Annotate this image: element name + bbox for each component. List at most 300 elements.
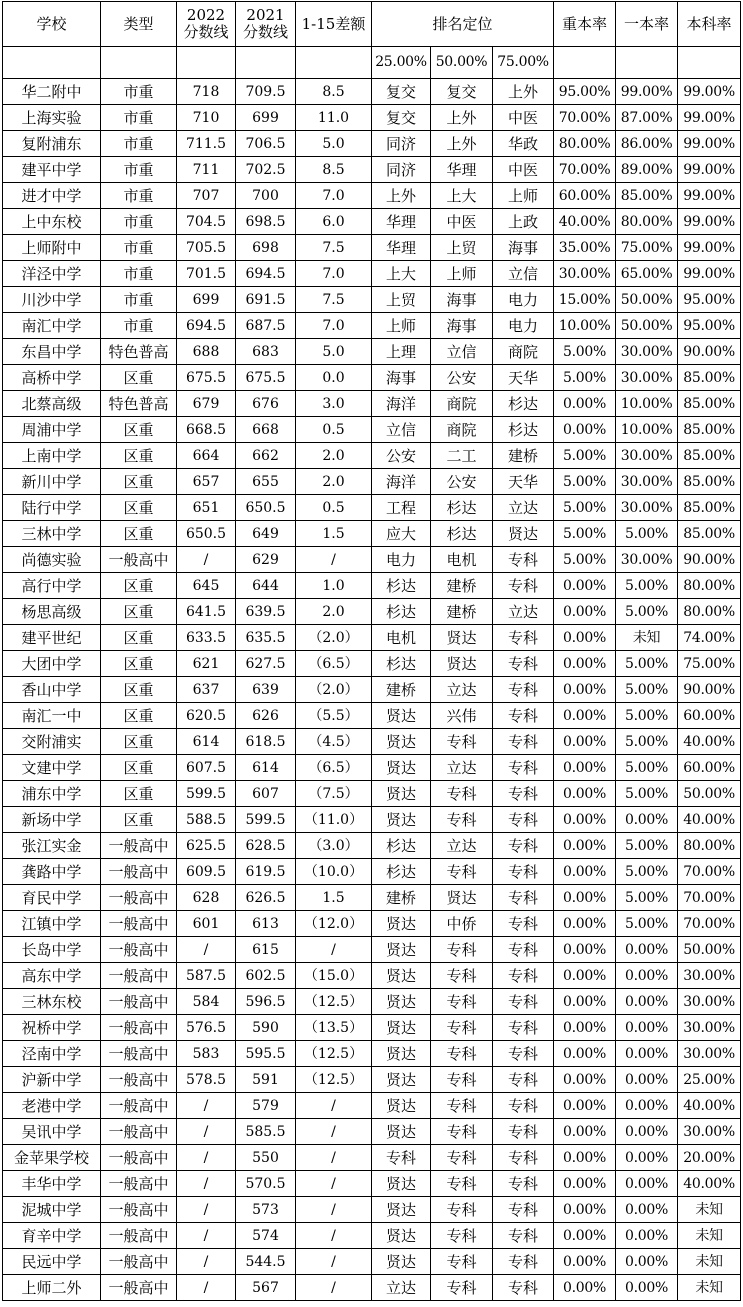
cell-type: 市重 (101, 261, 177, 287)
cell-rank-50: 上外 (431, 105, 493, 131)
cell-rank-50: 海事 (431, 313, 493, 339)
cell-rank-75: 杉达 (493, 391, 554, 417)
cell-rank-75: 专科 (493, 547, 554, 573)
cell-rate-key: 0.00% (554, 885, 616, 911)
cell-diff: 2.0 (296, 469, 372, 495)
header-score-2022: 2022 分数线 (177, 2, 236, 47)
cell-rate-key: 0.00% (554, 937, 616, 963)
cell-rank-25: 公安 (372, 443, 431, 469)
cell-rank-25: 贤达 (372, 703, 431, 729)
cell-rank-50: 商院 (431, 417, 493, 443)
cell-rate-first: 5.00% (616, 885, 678, 911)
cell-rate-key: 0.00% (554, 1119, 616, 1145)
cell-score-2022: 588.5 (177, 807, 236, 833)
cell-rank-75: 上政 (493, 209, 554, 235)
table-row (3, 183, 741, 209)
cell-type: 区重 (101, 417, 177, 443)
cell-rank-25: 华理 (372, 235, 431, 261)
cell-diff: （10.0） (296, 859, 372, 885)
cell-rate-first: 5.00% (616, 573, 678, 599)
cell-diff: / (296, 1119, 372, 1145)
cell-school: 建平中学 (3, 157, 101, 183)
cell-rate-bachelor: 99.00% (678, 105, 741, 131)
cell-diff: 7.0 (296, 261, 372, 287)
cell-score-2021: 706.5 (236, 131, 296, 157)
cell-score-2021: 628.5 (236, 833, 296, 859)
cell-score-2021: 614 (236, 755, 296, 781)
cell-diff: 3.0 (296, 391, 372, 417)
cell-type: 市重 (101, 183, 177, 209)
table-row (3, 131, 741, 157)
cell-rank-75: 中医 (493, 157, 554, 183)
cell-score-2021: 639 (236, 677, 296, 703)
cell-score-2021: 662 (236, 443, 296, 469)
cell-school: 上师二外 (3, 1275, 101, 1301)
cell-score-2022: 620.5 (177, 703, 236, 729)
cell-rate-first: 89.00% (616, 157, 678, 183)
cell-score-2022: 675.5 (177, 365, 236, 391)
cell-rank-25: 上贸 (372, 287, 431, 313)
cell-rate-key: 0.00% (554, 651, 616, 677)
cell-rank-50: 专科 (431, 859, 493, 885)
cell-rank-75: 专科 (493, 729, 554, 755)
cell-rank-25: 复交 (372, 79, 431, 105)
cell-school: 杨思高级 (3, 599, 101, 625)
cell-score-2022: 587.5 (177, 963, 236, 989)
cell-score-2021: 629 (236, 547, 296, 573)
cell-school: 泾南中学 (3, 1041, 101, 1067)
cell-score-2022: 633.5 (177, 625, 236, 651)
cell-rank-50: 杉达 (431, 495, 493, 521)
header-school: 学校 (3, 2, 101, 47)
cell-rate-first: 5.00% (616, 599, 678, 625)
cell-rate-first: 5.00% (616, 729, 678, 755)
cell-rate-bachelor: 30.00% (678, 963, 741, 989)
cell-rate-bachelor: 50.00% (678, 937, 741, 963)
cell-school: 三林中学 (3, 521, 101, 547)
cell-score-2022: 664 (177, 443, 236, 469)
cell-school: 香山中学 (3, 677, 101, 703)
cell-rank-25: 贤达 (372, 1067, 431, 1093)
cell-score-2022: 609.5 (177, 859, 236, 885)
cell-rate-first: 87.00% (616, 105, 678, 131)
cell-score-2022: 650.5 (177, 521, 236, 547)
cell-rate-first: 50.00% (616, 313, 678, 339)
cell-type: 区重 (101, 495, 177, 521)
cell-school: 上海实验 (3, 105, 101, 131)
subheader-p25: 25.00% (372, 47, 431, 79)
table-row (3, 963, 741, 989)
table-row (3, 1171, 741, 1197)
subheader-empty (177, 47, 236, 79)
header-score-2021: 2021 分数线 (236, 2, 296, 47)
cell-diff: / (296, 1249, 372, 1275)
cell-diff: （12.5） (296, 1041, 372, 1067)
cell-rate-bachelor: 40.00% (678, 729, 741, 755)
cell-type: 一般高中 (101, 1041, 177, 1067)
cell-rank-50: 华理 (431, 157, 493, 183)
cell-rank-75: 专科 (493, 1041, 554, 1067)
cell-score-2022: 583 (177, 1041, 236, 1067)
cell-rank-75: 专科 (493, 1015, 554, 1041)
cell-score-2022: 584 (177, 989, 236, 1015)
cell-score-2021: 585.5 (236, 1119, 296, 1145)
cell-school: 上中东校 (3, 209, 101, 235)
cell-school: 育民中学 (3, 885, 101, 911)
cell-score-2022: 651 (177, 495, 236, 521)
cell-rank-25: 杉达 (372, 833, 431, 859)
cell-rank-25: 贤达 (372, 781, 431, 807)
cell-rate-bachelor: 99.00% (678, 79, 741, 105)
cell-rank-25: 电机 (372, 625, 431, 651)
cell-score-2022: / (177, 1223, 236, 1249)
cell-type: 市重 (101, 313, 177, 339)
cell-type: 区重 (101, 469, 177, 495)
header-ranking: 排名定位 (372, 2, 554, 47)
cell-school: 长岛中学 (3, 937, 101, 963)
cell-rate-first: 5.00% (616, 911, 678, 937)
cell-score-2021: 635.5 (236, 625, 296, 651)
cell-rate-key: 95.00% (554, 79, 616, 105)
cell-diff: （5.5） (296, 703, 372, 729)
cell-rate-first: 0.00% (616, 989, 678, 1015)
cell-rank-75: 专科 (493, 859, 554, 885)
subheader-empty (296, 47, 372, 79)
header-type: 类型 (101, 2, 177, 47)
table-row (3, 1041, 741, 1067)
cell-rate-first: 0.00% (616, 1015, 678, 1041)
cell-rank-25: 华理 (372, 209, 431, 235)
cell-type: 一般高中 (101, 1119, 177, 1145)
cell-rank-50: 专科 (431, 937, 493, 963)
cell-rate-first: 30.00% (616, 469, 678, 495)
cell-score-2021: 676 (236, 391, 296, 417)
cell-score-2021: 700 (236, 183, 296, 209)
table-row (3, 79, 741, 105)
cell-rate-key: 0.00% (554, 1223, 616, 1249)
cell-rank-50: 上大 (431, 183, 493, 209)
table-row (3, 1249, 741, 1275)
cell-school: 进才中学 (3, 183, 101, 209)
cell-rank-50: 立达 (431, 755, 493, 781)
cell-score-2022: / (177, 1171, 236, 1197)
cell-rate-first: 0.00% (616, 1145, 678, 1171)
cell-school: 金苹果学校 (3, 1145, 101, 1171)
cell-rank-75: 海事 (493, 235, 554, 261)
cell-diff: 1.0 (296, 573, 372, 599)
cell-rank-25: 电力 (372, 547, 431, 573)
cell-rate-key: 0.00% (554, 1197, 616, 1223)
cell-rank-75: 立达 (493, 495, 554, 521)
cell-rate-bachelor: 85.00% (678, 365, 741, 391)
table-row (3, 573, 741, 599)
cell-rank-25: 贤达 (372, 937, 431, 963)
cell-rate-bachelor: 90.00% (678, 677, 741, 703)
cell-rank-75: 专科 (493, 833, 554, 859)
cell-diff: （11.0） (296, 807, 372, 833)
cell-rate-key: 35.00% (554, 235, 616, 261)
cell-rank-25: 应大 (372, 521, 431, 547)
cell-rate-bachelor: 85.00% (678, 391, 741, 417)
table-row (3, 1275, 741, 1301)
cell-diff: （13.5） (296, 1015, 372, 1041)
cell-rank-50: 建桥 (431, 599, 493, 625)
cell-score-2021: 619.5 (236, 859, 296, 885)
cell-score-2022: / (177, 1119, 236, 1145)
cell-score-2021: 687.5 (236, 313, 296, 339)
cell-school: 川沙中学 (3, 287, 101, 313)
cell-type: 区重 (101, 755, 177, 781)
cell-rate-bachelor: 99.00% (678, 209, 741, 235)
cell-school: 上南中学 (3, 443, 101, 469)
cell-score-2021: 570.5 (236, 1171, 296, 1197)
cell-rank-75: 专科 (493, 963, 554, 989)
cell-rank-25: 贤达 (372, 1197, 431, 1223)
cell-rate-key: 5.00% (554, 365, 616, 391)
cell-rank-25: 上师 (372, 313, 431, 339)
cell-score-2022: 679 (177, 391, 236, 417)
cell-rank-50: 专科 (431, 1093, 493, 1119)
cell-rate-first: 30.00% (616, 495, 678, 521)
cell-type: 一般高中 (101, 1223, 177, 1249)
table-row (3, 547, 741, 573)
cell-type: 一般高中 (101, 1171, 177, 1197)
header-row (3, 2, 741, 47)
cell-school: 新川中学 (3, 469, 101, 495)
cell-rank-75: 立达 (493, 599, 554, 625)
cell-rank-50: 贤达 (431, 885, 493, 911)
cell-rate-first: 50.00% (616, 287, 678, 313)
table-row (3, 755, 741, 781)
cell-score-2022: 628 (177, 885, 236, 911)
cell-score-2021: 698 (236, 235, 296, 261)
cell-school: 大团中学 (3, 651, 101, 677)
table-row (3, 1145, 741, 1171)
cell-rate-key: 0.00% (554, 1145, 616, 1171)
table-body (3, 79, 741, 1301)
cell-rate-key: 0.00% (554, 833, 616, 859)
cell-rank-50: 专科 (431, 729, 493, 755)
cell-school: 沪新中学 (3, 1067, 101, 1093)
cell-score-2022: 705.5 (177, 235, 236, 261)
cell-rank-75: 立信 (493, 261, 554, 287)
cell-rate-bachelor: 99.00% (678, 261, 741, 287)
cell-rate-bachelor: 99.00% (678, 157, 741, 183)
table-row (3, 703, 741, 729)
cell-rate-bachelor: 99.00% (678, 235, 741, 261)
cell-rate-key: 5.00% (554, 339, 616, 365)
cell-score-2021: 544.5 (236, 1249, 296, 1275)
cell-score-2021: 649 (236, 521, 296, 547)
cell-rank-25: 贤达 (372, 989, 431, 1015)
cell-type: 区重 (101, 365, 177, 391)
table-row (3, 833, 741, 859)
cell-rate-first: 0.00% (616, 1041, 678, 1067)
cell-diff: （7.5） (296, 781, 372, 807)
cell-rank-25: 立达 (372, 1275, 431, 1301)
cell-rank-50: 专科 (431, 989, 493, 1015)
cell-score-2021: 599.5 (236, 807, 296, 833)
table-row (3, 105, 741, 131)
cell-rate-bachelor: 30.00% (678, 1015, 741, 1041)
cell-type: 区重 (101, 781, 177, 807)
cell-rate-key: 0.00% (554, 677, 616, 703)
cell-school: 高桥中学 (3, 365, 101, 391)
cell-rank-50: 中侨 (431, 911, 493, 937)
cell-type: 区重 (101, 703, 177, 729)
cell-rank-25: 立信 (372, 417, 431, 443)
cell-rank-25: 贤达 (372, 1223, 431, 1249)
school-score-table (2, 1, 741, 1301)
cell-diff: / (296, 1093, 372, 1119)
cell-rank-75: 专科 (493, 651, 554, 677)
table-row (3, 807, 741, 833)
cell-diff: / (296, 937, 372, 963)
cell-score-2021: 618.5 (236, 729, 296, 755)
table-row (3, 677, 741, 703)
cell-rate-key: 0.00% (554, 963, 616, 989)
cell-type: 一般高中 (101, 937, 177, 963)
table-row (3, 651, 741, 677)
cell-school: 洋泾中学 (3, 261, 101, 287)
cell-school: 民远中学 (3, 1249, 101, 1275)
cell-rank-75: 专科 (493, 677, 554, 703)
cell-rate-first: 5.00% (616, 833, 678, 859)
cell-type: 一般高中 (101, 1067, 177, 1093)
cell-score-2022: 704.5 (177, 209, 236, 235)
cell-score-2021: 698.5 (236, 209, 296, 235)
cell-diff: / (296, 1275, 372, 1301)
cell-rate-bachelor: 90.00% (678, 547, 741, 573)
cell-score-2022: 607.5 (177, 755, 236, 781)
cell-rank-50: 专科 (431, 1223, 493, 1249)
cell-rank-25: 贤达 (372, 807, 431, 833)
cell-diff: 5.0 (296, 339, 372, 365)
cell-rate-bachelor: 60.00% (678, 703, 741, 729)
cell-rate-first: 5.00% (616, 781, 678, 807)
cell-rate-bachelor: 85.00% (678, 495, 741, 521)
cell-type: 一般高中 (101, 859, 177, 885)
cell-rate-key: 0.00% (554, 1041, 616, 1067)
cell-rate-key: 5.00% (554, 547, 616, 573)
cell-score-2021: 702.5 (236, 157, 296, 183)
cell-rate-first: 10.00% (616, 417, 678, 443)
cell-rate-key: 0.00% (554, 703, 616, 729)
cell-rank-50: 建桥 (431, 573, 493, 599)
cell-rank-75: 中医 (493, 105, 554, 131)
table-row (3, 157, 741, 183)
cell-school: 丰华中学 (3, 1171, 101, 1197)
cell-type: 一般高中 (101, 1145, 177, 1171)
cell-rate-first: 30.00% (616, 443, 678, 469)
cell-rank-50: 专科 (431, 1249, 493, 1275)
cell-score-2021: 668 (236, 417, 296, 443)
cell-score-2021: 615 (236, 937, 296, 963)
cell-score-2022: 621 (177, 651, 236, 677)
cell-rate-key: 0.00% (554, 807, 616, 833)
cell-rate-first: 0.00% (616, 963, 678, 989)
cell-rate-bachelor: 30.00% (678, 1119, 741, 1145)
header-rate-bachelor: 本科率 (678, 2, 741, 47)
cell-score-2022: 701.5 (177, 261, 236, 287)
cell-school: 祝桥中学 (3, 1015, 101, 1041)
cell-rate-key: 5.00% (554, 443, 616, 469)
cell-rank-75: 建桥 (493, 443, 554, 469)
table-row (3, 495, 741, 521)
cell-type: 市重 (101, 157, 177, 183)
cell-rate-bachelor: 未知 (678, 1249, 741, 1275)
cell-type: 一般高中 (101, 1197, 177, 1223)
cell-diff: （12.5） (296, 989, 372, 1015)
cell-rate-key: 0.00% (554, 573, 616, 599)
cell-school: 浦东中学 (3, 781, 101, 807)
cell-rate-bachelor: 50.00% (678, 781, 741, 807)
cell-rank-75: 杉达 (493, 417, 554, 443)
cell-score-2021: 574 (236, 1223, 296, 1249)
cell-diff: （12.5） (296, 1067, 372, 1093)
cell-diff: 6.0 (296, 209, 372, 235)
cell-rate-key: 70.00% (554, 105, 616, 131)
cell-type: 市重 (101, 287, 177, 313)
cell-school: 新场中学 (3, 807, 101, 833)
cell-rate-first: 0.00% (616, 1067, 678, 1093)
cell-score-2022: / (177, 1093, 236, 1119)
cell-rank-50: 立信 (431, 339, 493, 365)
cell-rank-75: 专科 (493, 703, 554, 729)
cell-rank-75: 专科 (493, 885, 554, 911)
table-row (3, 781, 741, 807)
cell-rank-50: 公安 (431, 365, 493, 391)
cell-rate-bachelor: 99.00% (678, 183, 741, 209)
cell-rate-first: 5.00% (616, 859, 678, 885)
cell-score-2021: 655 (236, 469, 296, 495)
cell-rate-bachelor: 70.00% (678, 859, 741, 885)
cell-diff: 11.0 (296, 105, 372, 131)
cell-type: 一般高中 (101, 1275, 177, 1301)
cell-score-2021: 626 (236, 703, 296, 729)
cell-score-2022: 625.5 (177, 833, 236, 859)
cell-diff: 8.5 (296, 79, 372, 105)
cell-rank-50: 专科 (431, 1145, 493, 1171)
cell-rank-75: 专科 (493, 625, 554, 651)
cell-rate-bachelor: 40.00% (678, 1171, 741, 1197)
cell-type: 一般高中 (101, 833, 177, 859)
cell-rank-75: 专科 (493, 1275, 554, 1301)
cell-rate-first: 85.00% (616, 183, 678, 209)
cell-rank-75: 专科 (493, 781, 554, 807)
cell-type: 区重 (101, 599, 177, 625)
cell-score-2022: / (177, 547, 236, 573)
table-row (3, 1223, 741, 1249)
cell-rank-75: 贤达 (493, 521, 554, 547)
cell-rate-bachelor: 85.00% (678, 417, 741, 443)
cell-type: 一般高中 (101, 1015, 177, 1041)
subheader-empty (101, 47, 177, 79)
cell-rate-key: 70.00% (554, 157, 616, 183)
cell-school: 东昌中学 (3, 339, 101, 365)
cell-rate-first: 0.00% (616, 1275, 678, 1301)
cell-score-2021: 595.5 (236, 1041, 296, 1067)
cell-diff: 0.0 (296, 365, 372, 391)
cell-diff: 7.5 (296, 235, 372, 261)
subheader-empty (616, 47, 678, 79)
cell-rate-first: 5.00% (616, 703, 678, 729)
table-row (3, 729, 741, 755)
cell-rate-first: 0.00% (616, 1093, 678, 1119)
cell-diff: / (296, 1223, 372, 1249)
cell-rate-first: 30.00% (616, 365, 678, 391)
cell-diff: （4.5） (296, 729, 372, 755)
